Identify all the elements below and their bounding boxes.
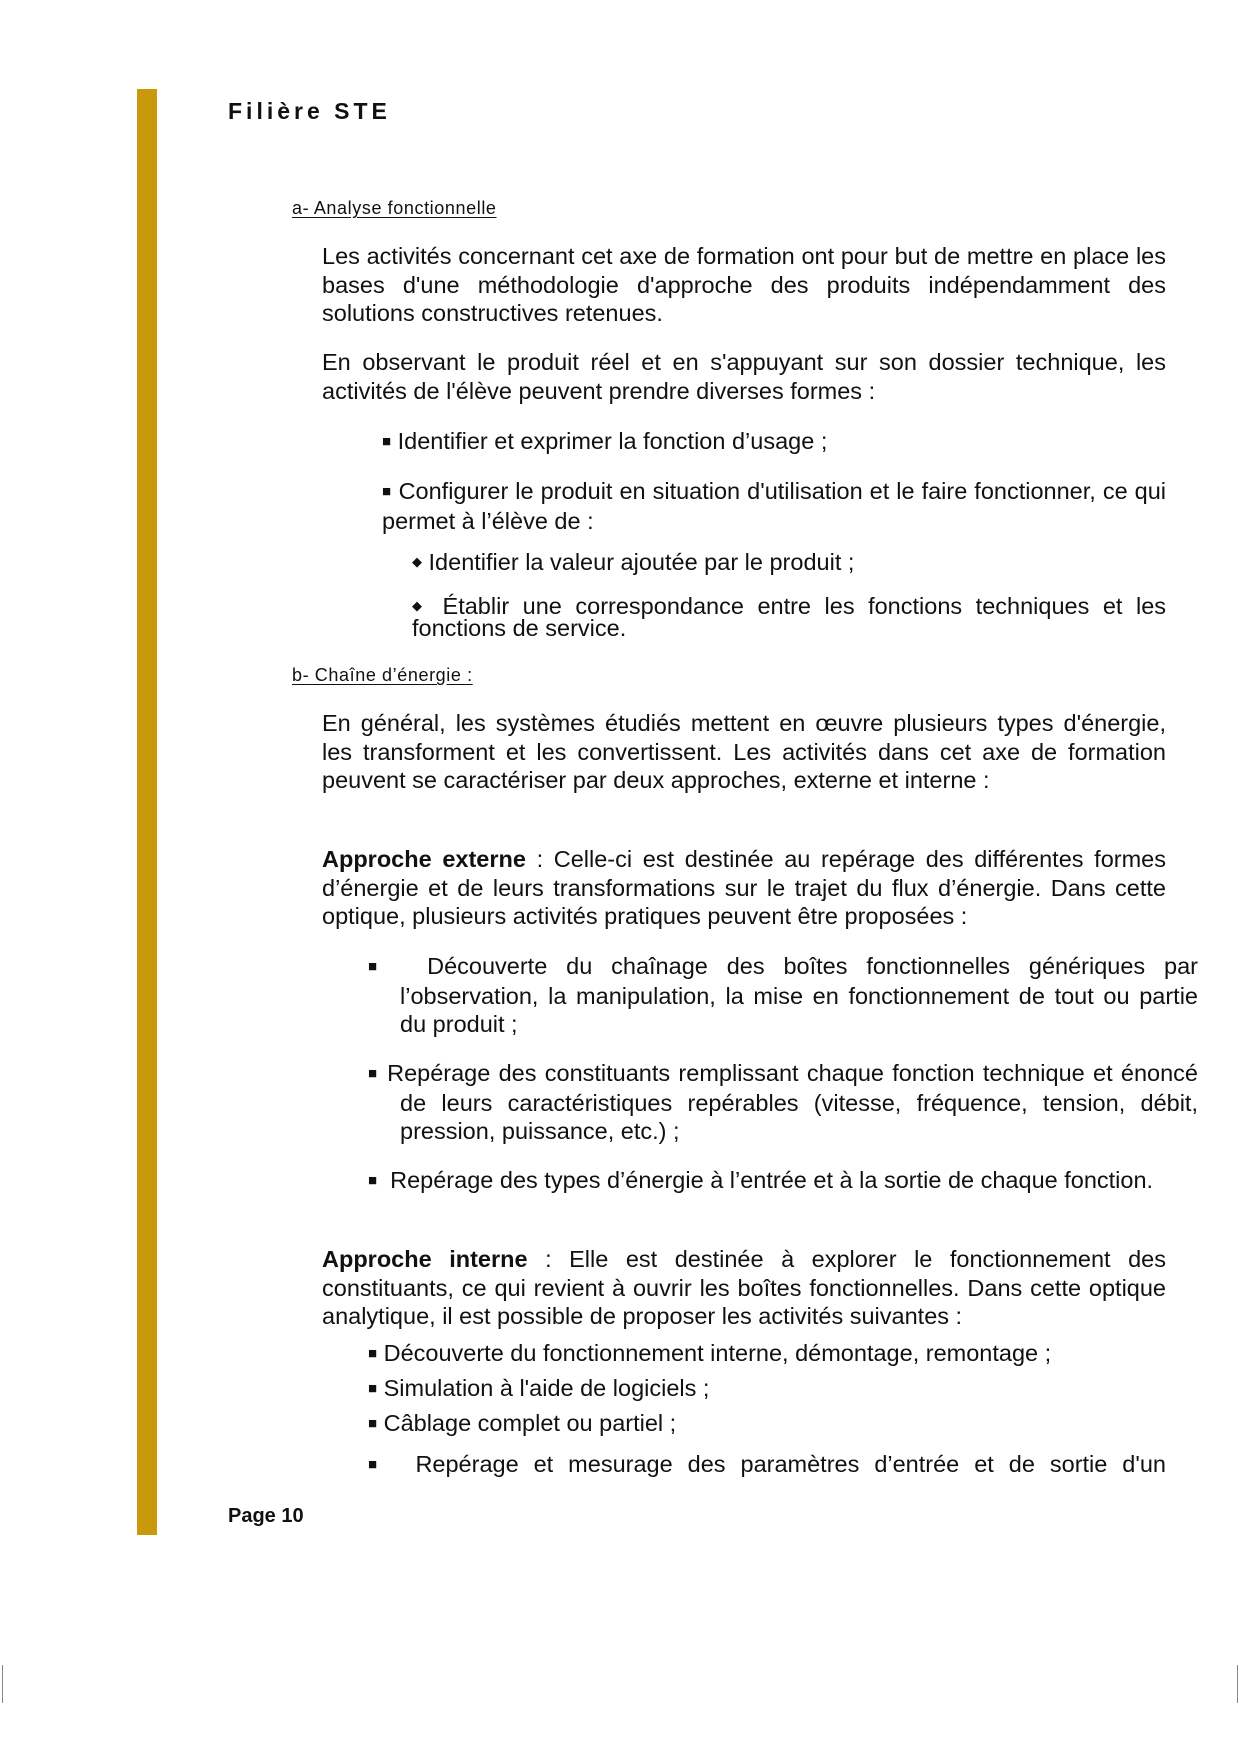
list-item [382,477,1166,535]
section-a-paragraph-1: Les activités concernant cet axe de formation ont pour but de mettre en place les bases d'une méthodologie d'approche des produits indépendamment des solutions constructives retenues. [322,243,1166,326]
approche-externe-label: Approche externe [322,846,526,872]
square-bullet-icon: ■ [382,433,392,450]
square-bullet-icon: ■ [368,1172,378,1189]
page-number: Page 10 [228,1505,304,1527]
list-item [368,952,1198,1039]
list-item-text: Découverte du fonctionnement interne, démontage, remontage ; [383,1340,1052,1366]
section-b-paragraph-1: En général, les systèmes étudiés mettent en œuvre plusieurs types d'énergie, les transforment et les convertissent. Les activités dans cet axe de formation peuvent se caractériser par deux approches, externe et interne : [322,710,1166,793]
approche-externe-paragraph [322,845,1166,931]
list-item-text: Découverte du chaînage des boîtes fonctionnelles génériques par l’observation, la manipulation, la mise en fonctionnement de tout ou partie du produit ; [400,953,1198,1037]
sub-list-item-text: Identifier la valeur ajoutée par le produit ; [428,549,855,575]
list-item-text: Câblage complet ou partiel ; [383,1410,677,1436]
square-bullet-icon: ■ [368,1415,378,1432]
list-item-text: Identifier et exprimer la fonction d’usage ; [397,428,828,454]
approche-interne-label: Approche interne [322,1246,528,1272]
page-header-title: Filière STE [228,98,391,124]
list-item [368,1450,1166,1480]
square-bullet-icon: ■ [368,958,390,975]
approche-interne-text: : Elle est destinée à explorer le fonctionnement des constituants, ce qui revient à ouvrir les boîtes fonctionnelles. Dans cette optique analytique, il est possible de proposer les activités suivantes : [322,1246,1166,1329]
list-item [368,1409,1166,1439]
list-item-text: Configurer le produit en situation d'utilisation et le faire fonctionner, ce qui permet à l’élève de : [382,478,1167,534]
sub-list-item [412,551,1166,573]
list-item [368,1059,1198,1146]
list-item-text: Repérage et mesurage des paramètres d’entrée et de sortie d'un [415,1451,1167,1477]
list-item-text: Simulation à l'aide de logiciels ; [383,1375,710,1401]
section-a-paragraph-2: En observant le produit réel et en s'appuyant sur son dossier technique, les activités de l'élève peuvent prendre diverses formes : [322,349,1166,404]
accent-side-bar [137,89,157,1535]
square-bullet-icon: ■ [382,483,392,500]
square-bullet-icon: ■ [368,1456,386,1473]
square-bullet-icon: ■ [368,1380,378,1397]
diamond-bullet-icon: ◆ [412,554,422,569]
square-bullet-icon: ■ [368,1065,379,1082]
left-edge-line [2,1665,3,1703]
section-b-title: b- Chaîne d’énergie : [292,665,473,685]
sub-list-item-text: Établir une correspondance entre les fonctions techniques et les fonctions de service. [412,593,1167,641]
right-edge-line [1237,1665,1238,1703]
approche-interne-paragraph [322,1245,1166,1331]
diamond-bullet-icon: ◆ [412,598,429,613]
section-a-title: a- Analyse fonctionnelle [292,198,497,218]
list-item [368,1339,1166,1369]
square-bullet-icon: ■ [368,1345,378,1362]
list-item [382,427,1166,457]
approche-externe-text: : Celle-ci est destinée au repérage des différentes formes d’énergie et de leurs transformations sur le trajet du flux d’énergie. Dans cette optique, plusieurs activités pratiques peuvent être proposées : [322,846,1166,929]
list-item-text: Repérage des constituants remplissant chaque fonction technique et énoncé de leurs caractéristiques repérables (vitesse, fréquence, tension, débit, pression, puissance, etc.) ; [387,1060,1198,1144]
list-item-text: Repérage des types d’énergie à l’entrée et à la sortie de chaque fonction. [390,1167,1154,1193]
list-item [368,1166,1198,1196]
list-item [368,1374,1166,1404]
sub-list-item [412,595,1166,639]
